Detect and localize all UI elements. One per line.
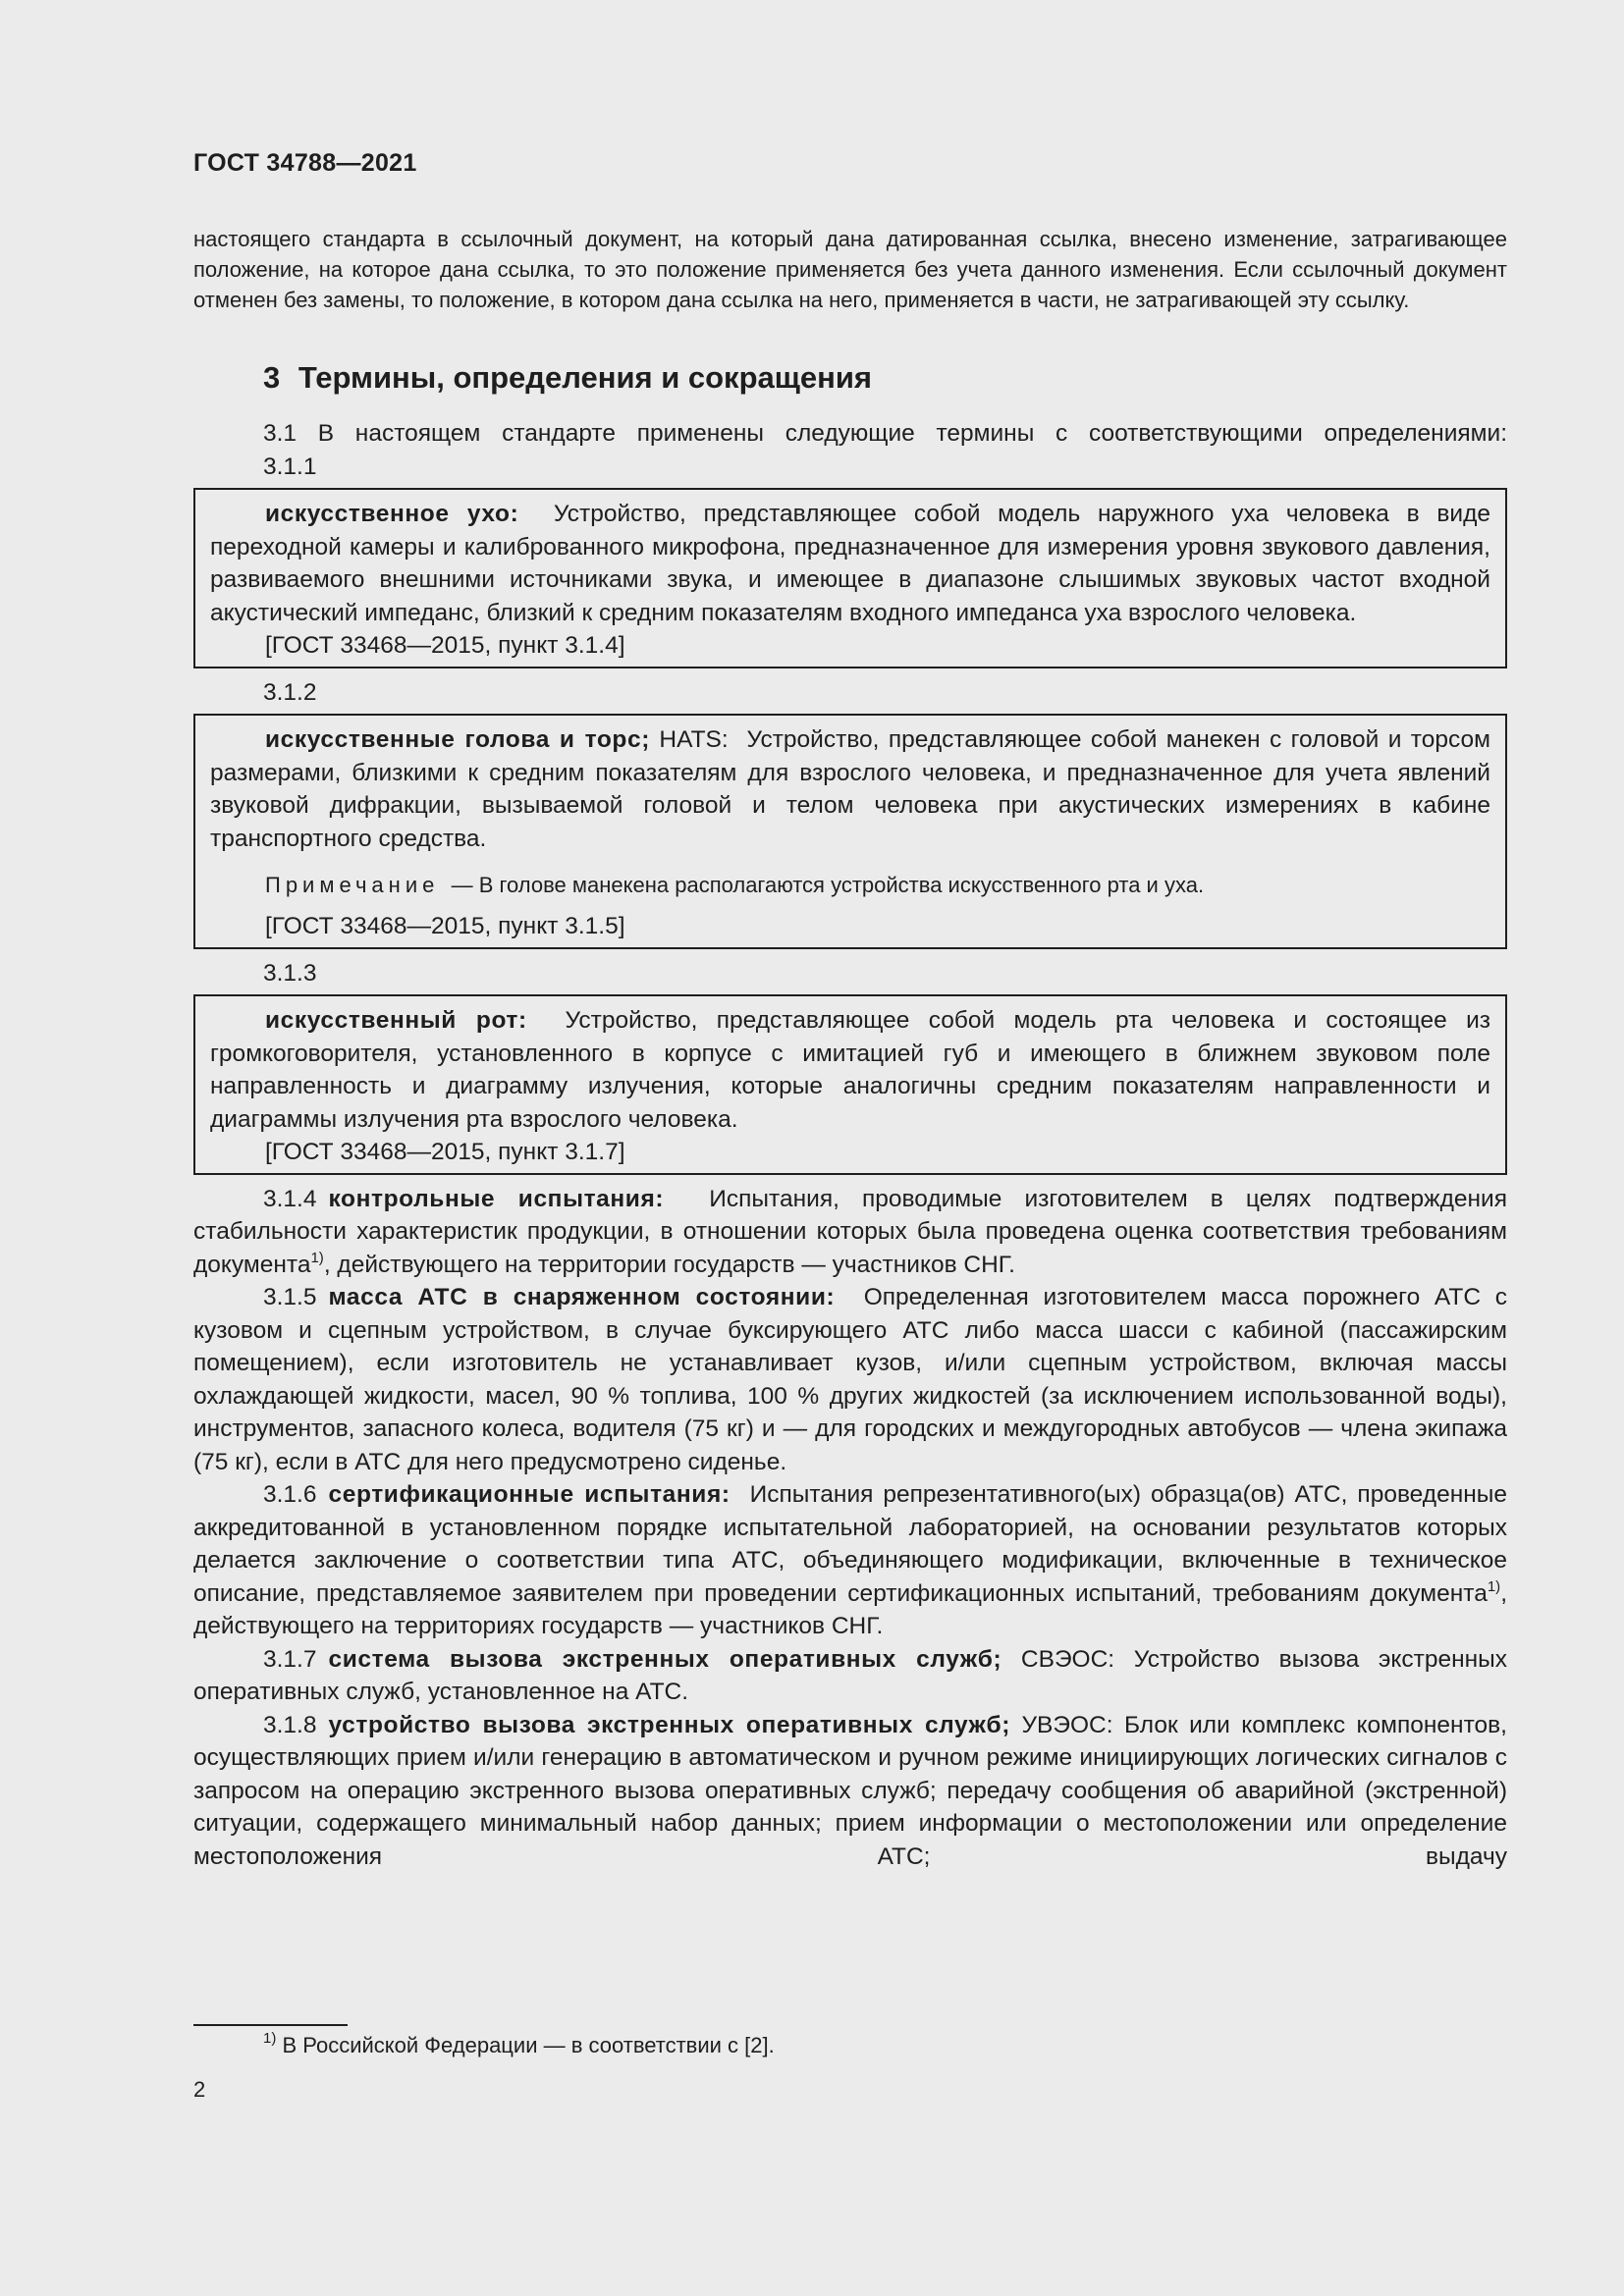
term-abbreviation: СВЭОС:: [1020, 1645, 1115, 1673]
paragraph-text: Определенная изготовителем масса порожнего АТС с кузовом и сцепным устройством, в случае буксирующего АТС либо масса шасси с кабиной (пассажирским помещением), если изготовитель не устанавливает кузов, и/или сцепным устройством, включая массы охлаждающей жидкости, масел, 90 % топлива, 100 % других жидкостей (за исключением использованной воды), инструментов, запасного колеса, водителя (75 кг) и — для городских и междугородных автобусов — члена экипажа (75 кг), если в АТС для него предусмотрено сиденье.: [193, 1284, 1507, 1475]
paragraph-text-end: , действующего на территориях государств — участников СНГ.: [193, 1579, 1507, 1639]
term-name: устройство вызова экстренных оперативных служб;: [328, 1711, 1011, 1738]
term-number: 3.1.3: [263, 959, 317, 987]
paragraph-text: Блок или комплекс компонентов, осуществляющих прием и/или генерацию в автоматическом и ручном режиме инициирующих логических сигналов с запросом на операцию экстренного вызова оперативных служб; передачу сообщения об аварийной (экстренной) ситуации, содержащего минимальный набор данных; прием информации о местоположении или определение местоположения АТС; выдачу: [193, 1711, 1507, 1870]
term-box-head-and-torso: [193, 714, 1507, 949]
definition-paragraph: [193, 1183, 1507, 1282]
term-source: [ГОСТ 33468—2015, пункт 3.1.7]: [265, 1139, 625, 1165]
term-source: [ГОСТ 33468—2015, пункт 3.1.5]: [265, 913, 625, 939]
paragraph-number: 3.1.8: [263, 1711, 317, 1738]
footnote-text: В Российской Федерации — в соответствии с [2].: [282, 2033, 775, 2057]
footnote-reference: 1): [310, 1249, 324, 1266]
term-box-artificial-ear: [193, 488, 1507, 668]
paragraph-number: 3.1.5: [263, 1284, 317, 1310]
term-box-artificial-mouth: [193, 994, 1507, 1175]
section-heading: [263, 358, 1507, 398]
paragraph-number: 3.1.7: [263, 1645, 317, 1673]
footnote-mark: 1): [263, 2030, 277, 2047]
term-source: [ГОСТ 33468—2015, пункт 3.1.4]: [265, 632, 625, 659]
paragraph-text: Испытания, проводимые изготовителем в целях подтверждения стабильности характеристик продукции, в отношении которых была проведена оценка соответствия требованиям документа: [193, 1185, 1507, 1278]
page-number: 2: [193, 2077, 206, 2102]
definition-paragraph: [193, 1709, 1507, 1874]
paragraph-text-end: , действующего на территории государств — участников СНГ.: [323, 1251, 1015, 1278]
page-content: [193, 224, 1507, 1873]
footnote-reference: 1): [1487, 1577, 1501, 1595]
term-abbreviation: УВЭОС:: [1021, 1711, 1113, 1738]
term-note: [210, 870, 1490, 900]
term-definition: [210, 1004, 1490, 1136]
section-number: 3: [263, 360, 281, 395]
term-name: сертификационные испытания:: [328, 1481, 731, 1508]
definition-paragraph: [193, 1281, 1507, 1478]
definition-paragraph: [193, 1643, 1507, 1709]
term-number: 3.1.2: [263, 678, 317, 706]
term-definition: [210, 498, 1490, 629]
term-name: искусственный рот:: [265, 1007, 527, 1034]
document-id: ГОСТ 34788—2021: [193, 149, 417, 177]
term-definition-text: Устройство, представляющее собой модель рта человека и состоящее из громкоговорителя, установленного в корпусе с имитацией губ и имеющего в ближнем звуковом поле направленность и диаграмму излучения, которые аналогичны средним показателям направленности и диаграммы излучения рта взрослого человека.: [210, 1007, 1490, 1133]
term-name: система вызова экстренных оперативных служб;: [328, 1645, 1002, 1673]
term-name: масса АТС в снаряженном состоянии:: [328, 1284, 836, 1310]
term-abbreviation: HATS:: [659, 726, 729, 753]
section-title: Термины, определения и сокращения: [298, 360, 873, 395]
term-definition-text: Устройство, представляющее собой модель наружного уха человека в виде переходной камеры и калиброванного микрофона, предназначенное для измерения уровня звукового давления, развиваемого внешними источниками звука, и имеющее в диапазоне слышимых звуковых частот входной акустический импеданс, близкий к средним показателям входного импеданса уха взрослого человека.: [210, 501, 1490, 626]
term-name: искусственное ухо:: [265, 501, 519, 527]
footnote-separator: [193, 2024, 348, 2026]
note-text: — В голове манекена располагаются устройства искусственного рта и уха.: [451, 873, 1205, 897]
paragraph-number: 3.1.6: [263, 1481, 317, 1508]
paragraph-number: 3.1.4: [263, 1185, 317, 1212]
definition-paragraph: [193, 1478, 1507, 1643]
term-definition: [210, 723, 1490, 855]
note-label: Примечание: [265, 873, 440, 897]
paragraph-text: Испытания репрезентативного(ых) образца(ов) АТС, проведенные аккредитованной в установленном порядке испытательной лабораторией, на основании результатов которых делается заключение о соответствии типа АТС, объединяющего модификации, включенные в техническое описание, представляемое заявителем при проведении сертификационных испытаний, требованиям документа: [193, 1481, 1507, 1607]
term-number: 3.1.1: [263, 453, 317, 480]
intro-paragraph: настоящего стандарта в ссылочный документ, на который дана датированная ссылка, внесено изменение, затрагивающее положение, на которое дана ссылка, то это положение применяется без учета данного изменения. Если ссылочный документ отменен без замены, то положение, в котором дана ссылка на него, применяется в части, не затрагивающей эту ссылку.: [193, 227, 1507, 312]
section-lead: 3.1 В настоящем стандарте применены следующие термины с соответствующими определениями:: [263, 420, 1507, 447]
term-name: контрольные испытания:: [328, 1185, 665, 1212]
term-name: искусственные голова и торс;: [265, 726, 650, 753]
paragraph-text: Устройство вызова экстренных оперативных служб, установленное на АТС.: [193, 1645, 1507, 1705]
footnote: [263, 2030, 775, 2061]
term-definition-text: Устройство, представляющее собой манекен с головой и торсом размерами, близкими к средним показателям для взрослого человека, и предназначенное для учета явлений звуковой дифракции, вызываемой головой и телом человека при акустических измерениях в кабине транспортного средства.: [210, 726, 1490, 852]
